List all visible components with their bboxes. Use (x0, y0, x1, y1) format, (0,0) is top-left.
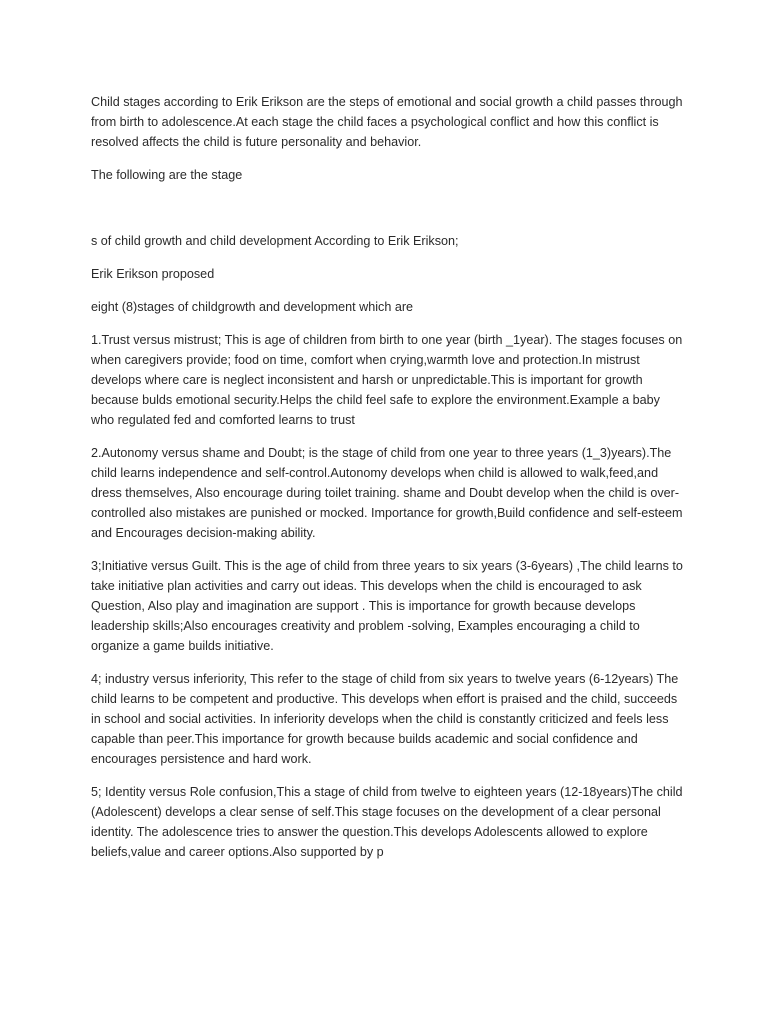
erikson-proposed-paragraph: Erik Erikson proposed (91, 267, 215, 281)
stage-5-paragraph: 5; Identity versus Role confusion,This a stage of child from twelve to eighteen years (12-18years)The child (Adolescent) develops a clear sense of self.This stage focuses on the development of a clear personal identity. The adolescence tries to answer the question.This develops Adolescents allowed to explore beliefs,value and career options.Also supported by p (91, 785, 683, 859)
intro-paragraph: Child stages according to Erik Erikson are the steps of emotional and social growth a child passes through from birth to adolescence.At each stage the child faces a psychological conflict and how this conflict is resolved affects the child is future personality and behavior. (91, 95, 683, 149)
stage-3-paragraph: 3;Initiative versus Guilt. This is the age of child from three years to six years (3-6years) ,The child learns to take initiative plan activities and carry out ideas. This develops when the child is encouraged to ask Question, Also play and imagination are support . This is importance for growth because develops leadership skills;Also encourages creativity and problem -solving, Examples encouraging a child to organize a game builds initiative. (91, 559, 683, 653)
stages-lead-paragraph: The following are the stage (91, 168, 243, 182)
stage-4-paragraph: 4; industry versus inferiority, This refer to the stage of child from six years to twelve years (6-12years) The child learns to be competent and productive. This develops when effort is praised and the child, succeeds in school and social activities. In inferiority develops when the child is constantly criticized and feels less capable than peer.This importance for growth because builds academic and social confidence and encourages persistence and hard work. (91, 672, 679, 766)
stage-1-paragraph: 1.Trust versus mistrust; This is age of children from birth to one year (birth _1year). The stages focuses on when caregivers provide; food on time, comfort when crying,warmth love and protection.In mistrust develops where care is neglect inconsistent and harsh or unpredictable.This is important for growth because bulds emotional security.Helps the child feel safe to explore the environment.Example a baby who regulated fed and comforted learns to trust (91, 333, 683, 427)
stage-2-paragraph: 2.Autonomy versus shame and Doubt; is the stage of child from one year to three years (1_3)years).The child learns independence and self-control.Autonomy develops when child is allowed to walk,feed,and dress themselves, Also encourage during toilet training. shame and Doubt develop when the child is over-controlled also mistakes are punished or mocked. Importance for growth,Build confidence and self-esteem and Encourages decision-making ability. (91, 446, 683, 540)
eight-stages-paragraph: eight (8)stages of childgrowth and development which are (91, 300, 414, 314)
stages-continuation-paragraph: s of child growth and child development According to Erik Erikson; (91, 234, 459, 248)
blank-gap (91, 198, 683, 231)
document-body (91, 92, 683, 875)
